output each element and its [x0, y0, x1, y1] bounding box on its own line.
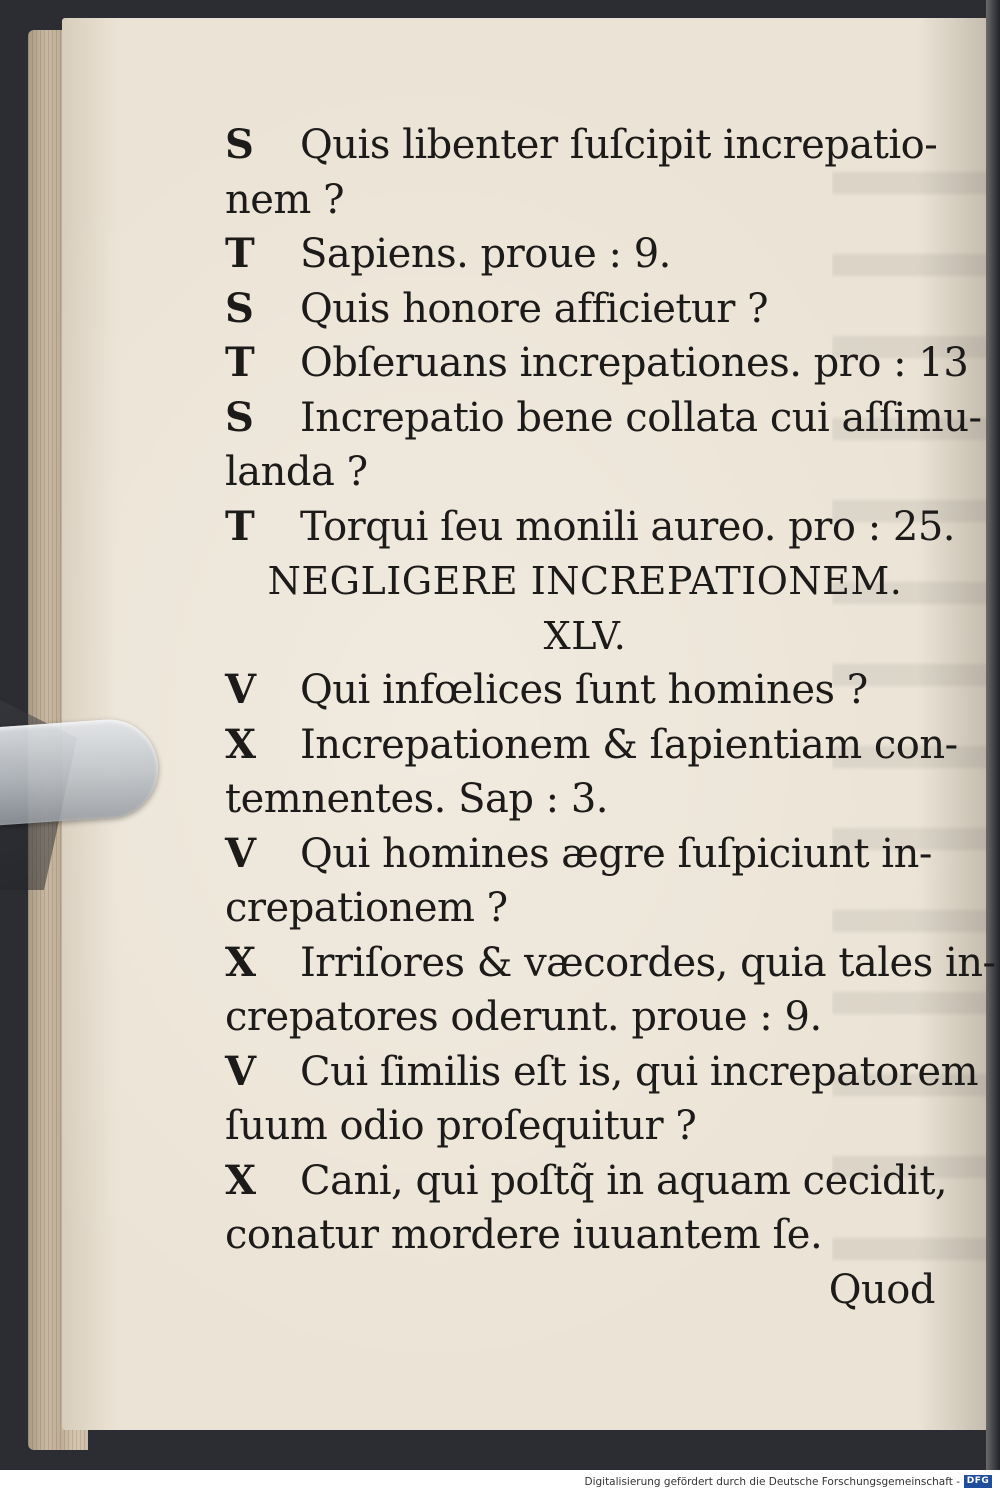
text-line: [225, 936, 996, 991]
speaker-mark: X: [225, 720, 256, 768]
speaker-mark: V: [225, 1047, 256, 1095]
text-line: [225, 990, 945, 1045]
dfg-logo-icon: DFG: [964, 1475, 992, 1488]
line-text: landa ?: [225, 449, 368, 495]
speaker-mark: V: [225, 666, 256, 713]
footer-bar: [0, 1470, 1000, 1495]
section-heading: NEGLIGERE INCREPATIONEM.: [267, 559, 903, 603]
section-number: XLV.: [543, 613, 627, 658]
line-text: Irriſores & væcordes, quia tales in-: [300, 939, 996, 986]
line-text: temnentes. Sap : 3.: [225, 776, 608, 822]
text-line: [225, 173, 945, 228]
text-line: [225, 391, 982, 446]
line-text: Qui homines ægre ſuſpiciunt in-: [300, 830, 932, 877]
text-line: [225, 663, 945, 718]
text-line: [225, 1045, 978, 1100]
speaker-mark: T: [225, 230, 255, 277]
line-text: crepationem ?: [225, 885, 508, 931]
line-text: Qui infœlices ſunt homines ?: [300, 667, 868, 713]
speaker-mark: S: [225, 284, 254, 332]
text-line: [225, 445, 945, 500]
line-text: Sapiens. proue : 9.: [300, 231, 671, 277]
line-text: crepatores oderunt. proue : 9.: [225, 994, 822, 1040]
text-line: [225, 881, 945, 936]
line-text: ſuum odio proſequitur ?: [225, 1103, 697, 1149]
funding-credit: Digitalisierung gefördert durch die Deutsche Forschungsgemeinschaft -: [584, 1476, 960, 1488]
line-text: Cui ſimilis eſt is, qui increpatorem: [300, 1048, 978, 1095]
page-text: [225, 118, 996, 1317]
catchword: Quod: [828, 1266, 935, 1313]
line-text: Increpationem & ſapientiam con-: [300, 721, 958, 768]
text-line: [225, 1154, 948, 1209]
speaker-mark: T: [225, 339, 255, 386]
text-line: [225, 772, 945, 827]
text-line: [225, 227, 945, 282]
line-text: conatur mordere iuuantem ſe.: [225, 1212, 823, 1258]
line-text: Obſeruans increpationes. pro : 13: [300, 340, 969, 386]
binding-gutter: [986, 0, 1000, 1470]
line-text: Increpatio bene collata cui aſſimu-: [300, 394, 982, 441]
line-text: nem ?: [225, 176, 345, 223]
text-line: [225, 336, 969, 391]
line-text: Torqui ſeu monili aureo. pro : 25.: [300, 503, 956, 550]
speaker-mark: S: [225, 121, 254, 168]
text-line: [225, 282, 945, 337]
text-line: [225, 1208, 945, 1263]
text-line: [225, 1099, 945, 1154]
line-text: Quis libenter ſuſcipit increpatio-: [300, 122, 938, 168]
line-text: Quis honore afficietur ?: [300, 285, 769, 332]
speaker-mark: V: [225, 829, 256, 877]
text-line: [225, 118, 945, 173]
text-line: [225, 718, 958, 773]
speaker-mark: X: [225, 938, 256, 986]
speaker-mark: X: [225, 1156, 256, 1204]
text-line: [225, 827, 945, 882]
text-line: [225, 500, 956, 555]
line-text: Cani, qui poſtq̃ in aquam cecidit,: [300, 1157, 948, 1204]
speaker-mark: T: [225, 502, 255, 550]
speaker-mark: S: [225, 393, 254, 441]
